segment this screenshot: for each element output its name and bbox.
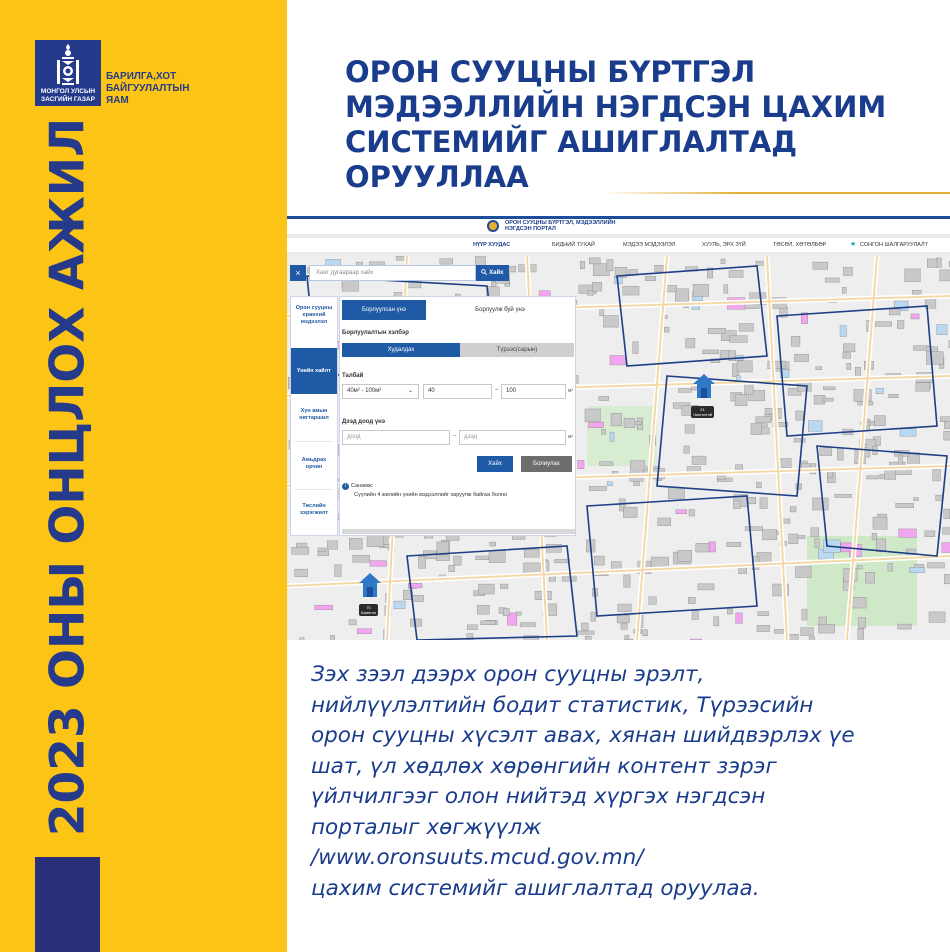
- map-building: [797, 536, 805, 539]
- map-building: [911, 314, 919, 319]
- unit-label: м²: [568, 388, 574, 394]
- map-building: [898, 455, 902, 466]
- map-building: [618, 604, 631, 612]
- map-building: [880, 474, 885, 479]
- search-input[interactable]: Хаяг дугаараар хайх: [309, 265, 476, 281]
- logo-caption-line: ЗАСГИЙН ГАЗАР: [41, 95, 95, 103]
- menu-item-label: Хүн амын: [300, 408, 328, 414]
- map-building: [733, 501, 740, 509]
- map-building: [589, 486, 606, 490]
- map-building: [927, 563, 944, 568]
- map-building: [736, 376, 740, 381]
- map-pin-label: [691, 406, 714, 418]
- nav-home[interactable]: НҮҮР ХУУДАС: [473, 242, 511, 248]
- portal-nav: [287, 238, 950, 252]
- government-logo: [35, 40, 101, 106]
- map-building: [780, 458, 791, 467]
- map-building: [751, 423, 762, 434]
- map-building: [688, 597, 695, 603]
- map-building: [929, 612, 945, 622]
- map-building: [582, 623, 589, 630]
- map-building: [796, 567, 812, 578]
- map-building: [589, 258, 600, 264]
- map-building: [617, 615, 629, 623]
- map-building: [349, 538, 362, 549]
- map-building: [802, 609, 807, 620]
- map-building: [611, 413, 622, 425]
- map-pin-label-line: Баянгол: [361, 610, 377, 615]
- map-building: [611, 562, 621, 570]
- map-building: [623, 507, 637, 517]
- map-building: [585, 409, 600, 422]
- map-building: [720, 350, 730, 358]
- search-icon: [481, 269, 487, 275]
- map-building: [315, 605, 333, 610]
- map-building: [624, 418, 635, 427]
- map-building: [900, 429, 916, 436]
- map-building: [684, 446, 690, 453]
- map-building: [585, 636, 591, 640]
- map-building: [858, 629, 864, 640]
- map-building: [577, 631, 594, 634]
- tab-sold-price[interactable]: Борлуулсан үнэ: [342, 300, 426, 320]
- map-building: [516, 612, 521, 615]
- map-building: [847, 363, 851, 369]
- map-building: [489, 551, 505, 563]
- area-label: Талбай: [342, 373, 364, 379]
- menu-divider: [295, 489, 333, 490]
- map-building: [607, 260, 613, 271]
- map-building: [942, 543, 950, 553]
- map-building: [889, 394, 898, 398]
- map-building: [625, 639, 634, 640]
- info-icon: i: [342, 483, 349, 490]
- map-building: [843, 353, 851, 359]
- map-building: [437, 542, 449, 555]
- map-building: [937, 325, 947, 335]
- map-building: [843, 344, 855, 352]
- address-search: [290, 265, 510, 281]
- map-building: [735, 465, 742, 470]
- map-building: [578, 460, 584, 468]
- map-building: [914, 346, 929, 351]
- map-building: [820, 448, 832, 456]
- map-building: [449, 565, 455, 572]
- map-building: [440, 259, 453, 264]
- chevron-down-icon: ⌄: [407, 388, 413, 394]
- body-text-line: цахим системийг ашиглалтад оруулаа.: [311, 875, 760, 901]
- map-building: [837, 448, 843, 460]
- map-building: [944, 574, 950, 583]
- map-building: [645, 276, 655, 281]
- map-building: [693, 284, 709, 296]
- map-building: [603, 316, 618, 328]
- map-building: [756, 261, 763, 265]
- map-building: [633, 342, 638, 354]
- map-building: [876, 539, 886, 552]
- map-building: [520, 623, 536, 627]
- map-building: [592, 282, 601, 291]
- map-building: [727, 609, 732, 614]
- map-building: [823, 398, 834, 401]
- ministry-name-line: БАЙГУУЛАЛТЫН: [106, 83, 190, 94]
- map-building: [678, 389, 691, 393]
- nav-about[interactable]: БИДНИЙ ТУХАЙ: [552, 242, 595, 248]
- menu-item-label: Орон сууцны: [295, 305, 333, 311]
- ministry-name-line: БАРИЛГА,ХОТ: [106, 71, 177, 82]
- area-min-input[interactable]: 40: [423, 384, 492, 399]
- body-text-line: үйлчилгээг олон нийтэд хүргэх нэгдсэн: [311, 784, 766, 809]
- map-building: [808, 421, 822, 432]
- nav-projects[interactable]: ТӨСӨЛ, ХӨТӨЛБӨР: [773, 242, 827, 248]
- map-building: [675, 289, 688, 301]
- menu-item-label: мэдээлэл: [300, 319, 328, 325]
- search-button[interactable]: [476, 265, 509, 281]
- map-building: [745, 527, 763, 531]
- map-building: [664, 327, 669, 332]
- map-building: [721, 259, 725, 264]
- map-building: [933, 469, 941, 480]
- map-building: [756, 417, 771, 423]
- map-building: [727, 542, 741, 546]
- nav-selection[interactable]: СОНГОН ШАЛГАРУУЛАЛТ: [860, 242, 928, 248]
- map-building: [758, 612, 769, 616]
- page-title-line: ОРУУЛЛАА: [345, 160, 529, 194]
- body-text-line: шат, үл хөдлөх хөрөнгийн контент зэрэг: [311, 753, 777, 779]
- page-title-line: МЭДЭЭЛЛИЙН НЭГДСЭН ЦАХИМ: [345, 90, 887, 124]
- map-building: [690, 639, 701, 640]
- map-building: [739, 324, 753, 332]
- map-building: [476, 556, 489, 560]
- ministry-name: [106, 71, 206, 107]
- map-building: [914, 498, 919, 501]
- price-min-input[interactable]: доод: [342, 430, 450, 445]
- map-building: [500, 584, 508, 589]
- map-building: [628, 270, 637, 275]
- map-building: [790, 507, 796, 512]
- search-button-label: Хайх: [489, 270, 504, 276]
- map-building: [349, 620, 356, 625]
- map-building: [696, 543, 709, 552]
- segment-rent[interactable]: Түрээс(сарын): [460, 343, 574, 357]
- map-building: [760, 498, 767, 509]
- map-building: [318, 548, 326, 551]
- map-building: [724, 285, 728, 294]
- menu-item-label: Амьдрах: [301, 457, 327, 463]
- area-select[interactable]: [342, 384, 419, 399]
- map-building: [624, 575, 630, 587]
- map-building: [692, 456, 706, 464]
- map-building: [655, 265, 664, 272]
- map-building: [816, 367, 822, 370]
- map-building: [925, 531, 935, 537]
- map-building: [943, 528, 950, 535]
- menu-item-density[interactable]: [291, 408, 337, 432]
- map-building: [842, 287, 846, 293]
- map-building: [897, 320, 904, 328]
- map-building: [811, 528, 819, 537]
- map-building: [876, 388, 883, 393]
- portal-url: /www.oronsuuts.mcud.gov.mn/: [311, 845, 644, 870]
- map-building: [643, 630, 648, 636]
- title-underline: [600, 192, 950, 194]
- map-building: [736, 613, 743, 624]
- map-building: [823, 387, 835, 390]
- body-text-line: орон сууцны хүсэлт авах, хянан шийдвэрлэх үе: [311, 723, 855, 748]
- map-building: [789, 534, 798, 544]
- area-select-value: 40м² - 100м²: [347, 388, 382, 394]
- map-building: [898, 624, 912, 629]
- map-building: [490, 542, 496, 546]
- map-pin-icon[interactable]: [693, 374, 715, 400]
- note-title: Санамж:: [351, 483, 374, 489]
- page-title: [345, 55, 925, 195]
- map-pin-label-line: Чингэлтэй: [693, 412, 712, 417]
- body-text: [311, 660, 931, 904]
- map-building: [774, 629, 785, 633]
- map-building: [926, 352, 943, 365]
- map-building: [910, 567, 925, 573]
- map-building: [940, 270, 950, 281]
- map-building: [296, 543, 307, 547]
- map-building: [547, 544, 562, 552]
- map-building: [858, 617, 865, 628]
- map-building: [600, 462, 613, 466]
- map-building: [912, 290, 921, 294]
- map-building: [412, 595, 424, 601]
- map-building: [874, 416, 885, 426]
- map-building: [729, 270, 743, 277]
- price-max-input[interactable]: дээд: [459, 430, 566, 445]
- map-building: [467, 625, 477, 630]
- map-building: [591, 612, 596, 621]
- map-building: [940, 417, 950, 422]
- map-building: [813, 498, 829, 510]
- map-building: [685, 425, 694, 433]
- portal-logo-icon: [487, 220, 499, 232]
- map-building: [668, 487, 684, 499]
- map-building: [610, 356, 626, 365]
- map-building: [599, 396, 609, 400]
- range-dash: –: [495, 387, 499, 393]
- map-building: [436, 556, 450, 561]
- map-building: [594, 556, 604, 565]
- map-building: [819, 624, 835, 633]
- map-building: [610, 432, 614, 441]
- map-building: [813, 262, 828, 269]
- price-label: Дээд доод үнэ: [342, 419, 386, 425]
- map-building: [335, 565, 342, 577]
- portal-header: [287, 216, 950, 234]
- map-building: [708, 328, 725, 333]
- page-title-line: СИСТЕМИЙГ АШИГЛАЛТАД: [345, 125, 798, 159]
- note-text: Сүүлийн 4 жилийн үнийн мэдээллийг харуулж байгаа болно: [354, 492, 508, 498]
- map-building: [796, 411, 804, 420]
- map-building: [621, 623, 627, 629]
- unit-label: м²: [568, 434, 574, 440]
- clear-button[interactable]: Болиулах: [521, 456, 572, 472]
- map-building: [865, 572, 874, 583]
- horizontal-scrollbar[interactable]: [342, 529, 575, 534]
- tab-selling-price[interactable]: Борлуулж буй үнэ: [426, 300, 574, 320]
- map-building: [630, 461, 645, 471]
- price-search-panel: [339, 296, 576, 536]
- menu-item-label: Үнийн хайлт: [297, 368, 331, 374]
- map-building: [623, 286, 639, 295]
- menu-divider: [295, 441, 333, 442]
- map-building: [801, 628, 814, 636]
- map-building: [737, 361, 752, 372]
- map-building: [554, 559, 569, 563]
- map-building: [905, 269, 921, 282]
- map-building: [899, 529, 917, 537]
- menu-item-label: орчин: [305, 464, 323, 470]
- ministry-name-line: ЯАМ: [106, 95, 129, 106]
- sales-form-label: Борлуулалтын хэлбэр: [342, 330, 409, 336]
- map-building: [944, 509, 950, 519]
- area-max-input[interactable]: 100: [501, 384, 566, 399]
- map-pin-label: [359, 604, 378, 616]
- menu-item-label: ерөнхий: [302, 312, 326, 318]
- map-building: [698, 584, 714, 590]
- map-pin-icon[interactable]: [359, 573, 381, 599]
- map-building: [331, 635, 335, 640]
- map-building: [857, 566, 862, 569]
- map-building: [607, 482, 612, 486]
- map-building: [873, 517, 887, 529]
- page-title-line: ОРОН СУУЦНЫ БҮРТГЭЛ: [345, 55, 756, 89]
- map-building: [867, 476, 879, 479]
- map-building: [478, 584, 494, 594]
- map-building: [944, 431, 950, 440]
- body-text-line: Зэх зээл дээрх орон сууцны эрэлт,: [311, 662, 705, 687]
- segment-buy[interactable]: Худалдах: [342, 343, 460, 357]
- body-text-line: нийлүүлэлтийн бодит статистик, Түрээсийн: [311, 692, 814, 718]
- menu-item-label: хэрэгжилт: [299, 510, 329, 516]
- nav-news[interactable]: МЭДЭЭ МЭДЭЭЛЭЛ: [623, 242, 676, 248]
- map-building: [756, 482, 761, 488]
- map-building: [524, 549, 539, 557]
- map-building: [477, 605, 489, 614]
- search-submit-button[interactable]: Хайх: [477, 456, 513, 472]
- side-panel: [0, 0, 287, 952]
- map-building: [825, 278, 839, 282]
- portal-title-line: ОРОН СУУЦНЫ БҮРТГЭЛ, МЭДЭЭЛЛИЙН: [505, 220, 616, 226]
- map-building: [896, 503, 914, 507]
- map-building: [757, 625, 770, 631]
- map-pin-label-line: 70: [366, 605, 371, 610]
- map-building: [875, 322, 891, 327]
- map-building: [889, 309, 900, 315]
- map-building: [692, 610, 698, 619]
- portal-title-line: НЭГДСЭН ПОРТАЛ: [505, 226, 556, 232]
- map-building: [840, 326, 846, 337]
- map-building: [689, 510, 695, 516]
- map-building: [794, 438, 805, 442]
- map-building: [703, 350, 719, 354]
- map-building: [411, 619, 422, 626]
- corner-block: [35, 857, 100, 952]
- map-building: [295, 569, 308, 577]
- map-building: [815, 538, 820, 547]
- vertical-title: 2023 ОНЫ ОНЦЛОХ АЖИЛ: [40, 117, 96, 837]
- menu-item-general[interactable]: [291, 305, 337, 341]
- map-building: [418, 556, 425, 568]
- map-building: [481, 621, 496, 625]
- map-building: [327, 541, 337, 550]
- logo-caption: [35, 88, 101, 103]
- map-building: [686, 338, 695, 348]
- side-menu: [290, 296, 338, 536]
- map-building: [601, 429, 605, 434]
- map-building: [394, 601, 405, 609]
- map-building: [843, 267, 852, 275]
- portal-screenshot: [287, 216, 950, 640]
- close-icon[interactable]: ×: [290, 265, 306, 281]
- map-building: [851, 597, 866, 608]
- star-icon: ★: [850, 241, 857, 248]
- map-building: [676, 510, 687, 514]
- map-building: [888, 563, 893, 571]
- nav-law[interactable]: ХУУЛЬ, ЭРХ ЗҮЙ: [702, 242, 746, 248]
- vertical-title-wrap: [28, 117, 108, 837]
- map-building: [300, 638, 304, 640]
- map-building: [916, 383, 930, 392]
- logo-caption-line: МОНГОЛ УЛСЫН: [40, 88, 96, 95]
- map-building: [292, 547, 309, 554]
- map-building: [835, 494, 852, 497]
- map-building: [367, 535, 384, 547]
- portal-title: [505, 220, 645, 232]
- map-building: [794, 354, 808, 361]
- map-building: [523, 563, 540, 573]
- menu-item-price-search[interactable]: [291, 348, 337, 394]
- map-building: [589, 422, 604, 428]
- map-building: [503, 608, 509, 615]
- map-pin-label-line: 21: [700, 407, 705, 412]
- map-building: [370, 561, 387, 567]
- menu-item-label: Төслийн: [302, 503, 326, 509]
- map-building: [762, 530, 776, 540]
- map-building: [357, 629, 371, 634]
- map-building: [580, 261, 584, 268]
- menu-item-projects[interactable]: [291, 503, 337, 527]
- map-building: [927, 259, 937, 267]
- map-building: [714, 617, 719, 626]
- map-building: [735, 394, 747, 405]
- map-building: [791, 336, 800, 346]
- map-building: [649, 597, 656, 605]
- map-building: [454, 556, 462, 565]
- body-text-line: порталыг хөгжүүлж: [311, 814, 542, 840]
- map-building: [709, 542, 715, 552]
- header-stripe: [287, 216, 950, 219]
- map-building: [730, 336, 748, 343]
- range-dash: –: [453, 433, 457, 439]
- map-building: [809, 637, 815, 640]
- map-building: [353, 555, 370, 562]
- menu-item-environment[interactable]: [291, 457, 337, 481]
- soyombo-icon: [54, 44, 82, 86]
- map-building: [678, 550, 692, 561]
- menu-item-label: нягтаршил: [299, 415, 329, 421]
- map-building: [658, 518, 671, 526]
